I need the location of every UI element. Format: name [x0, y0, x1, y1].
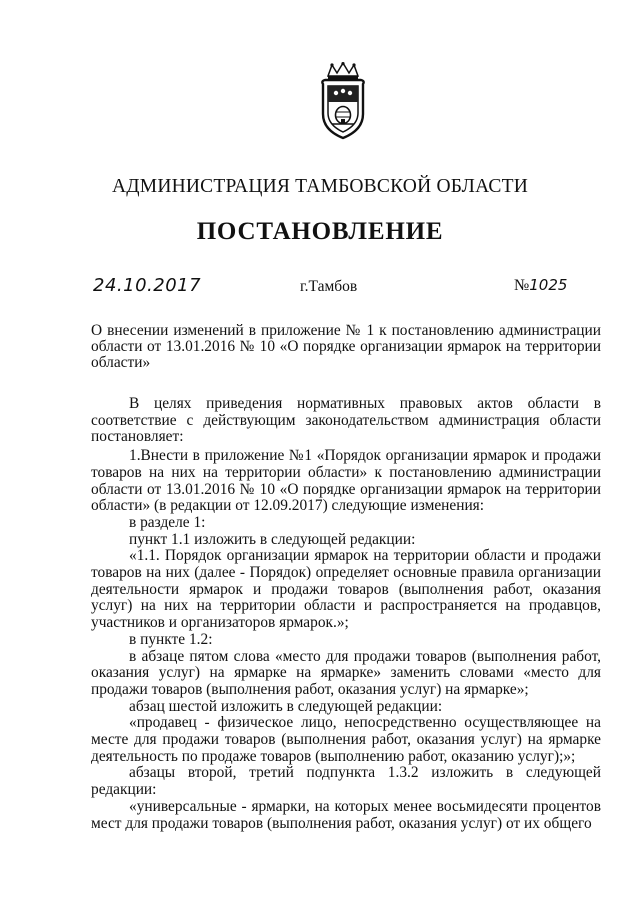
document-type-title: ПОСТАНОВЛЕНИЕ — [196, 218, 444, 245]
body-paragraph: абзац шестой изложить в следующей редакции: — [129, 697, 443, 715]
document-date: 24.10.2017 — [93, 275, 202, 296]
body-paragraph: абзацы второй, третий подпункта 1.3.2 изложить в следующей редакции: — [91, 764, 601, 799]
document-number-value: 1025 — [529, 276, 568, 294]
body-paragraph: «продавец - физическое лицо, непосредственно осуществляющее на месте для продажи товаров (выполнения работ, оказания услуг) на ярмарке деятельность по продаже товаров (выполнению работ, оказанию услуг);»; — [91, 714, 601, 765]
body-paragraph: в абзаце пятом слова «место для продажи товаров (выполнения работ, оказания услуг) на ярмарке на ярмарке» заменить словами «место для продажи товаров (выполнения работ, оказания услуг) на ярмарке»; — [91, 647, 601, 698]
document-number — [514, 276, 567, 295]
document-subject: О внесении изменений в приложение № 1 к постановлению администрации области от 13.01.2016 № 10 «О порядке организации ярмарок на территории области» — [91, 322, 601, 371]
body-paragraph: в пункте 1.2: — [129, 630, 213, 648]
organization-title: АДМИНИСТРАЦИЯ ТАМБОВСКОЙ ОБЛАСТИ — [112, 176, 528, 197]
body-paragraph: пункт 1.1 изложить в следующей редакции: — [129, 530, 416, 548]
body-paragraph: «универсальные - ярмарки, на которых менее восьмидесяти процентов мест для продажи товаров (выполнения работ, оказания услуг) от их общего — [91, 797, 601, 832]
body-paragraph: 1.Внести в приложение №1 «Порядок организации ярмарок и продажи товаров на них на территории области» к постановлению администрации области от 13.01.2016 № 10 «О порядке организации ярмарок на территории области» (в редакции от 12.09.2017) следующие изменения: — [91, 447, 601, 515]
document-body — [91, 396, 601, 832]
body-paragraph: в разделе 1: — [129, 513, 206, 531]
coat-of-arms-emblem — [318, 62, 368, 140]
body-paragraph: «1.1. Порядок организации ярмарок на территории области и продажи товаров на них (далее - Порядок) определяет основные правила организации деятельности ярмарок и продажи товаров (выполнения работ, оказания услуг) на них на территории области и распространяется на продавцов, участников и организаторов ярмарок.»; — [91, 547, 601, 632]
body-paragraph: В целях приведения нормативных правовых актов области в соответствие с действующим законодательством администрация области постановляет: — [91, 395, 601, 446]
document-city: г.Тамбов — [300, 278, 358, 295]
document-number-label: № — [514, 277, 530, 294]
